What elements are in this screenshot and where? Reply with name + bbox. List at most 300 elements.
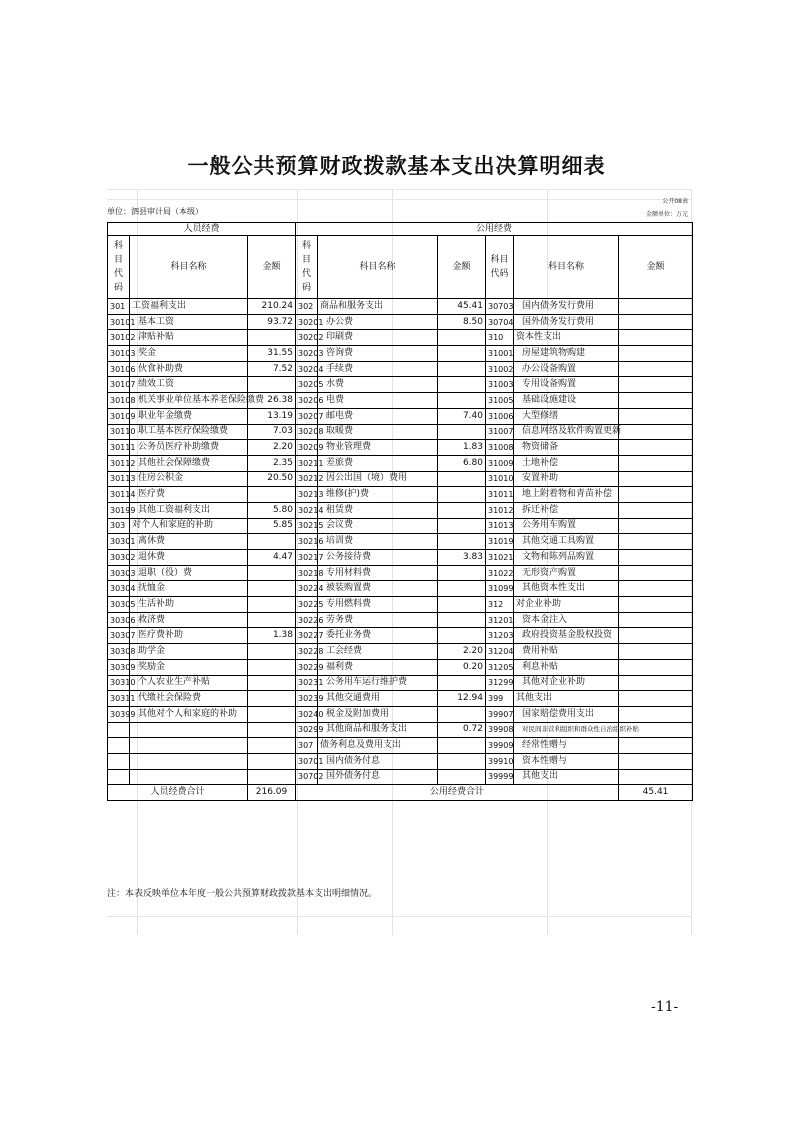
name-cell: 医疗费 [130, 487, 248, 503]
amount-cell: 13.19 [248, 408, 296, 424]
code-cell: 30301 [108, 534, 130, 550]
code-cell: 30217 [296, 550, 318, 566]
name-cell: 地上附着物和青苗补偿 [514, 487, 619, 503]
name-cell: 其他资本性支出 [514, 581, 619, 597]
code-cell: 30199 [108, 502, 130, 518]
amount-cell [438, 706, 486, 722]
amount-cell: 7.40 [438, 408, 486, 424]
code-cell: 30231 [296, 675, 318, 691]
amount-cell: 93.72 [248, 314, 296, 330]
amount-cell [248, 487, 296, 503]
name-cell: 伙食补助费 [130, 361, 248, 377]
money-unit: 金额单位：万元 [645, 211, 688, 218]
name-cell: 对企业补助 [514, 597, 619, 613]
name-cell [130, 722, 248, 738]
amount-cell [619, 597, 693, 613]
name-cell: 代缴社会保险费 [130, 691, 248, 707]
code-cell: 30303 [108, 565, 130, 581]
name-cell: 利息补贴 [514, 659, 619, 675]
name-cell: 专用材料费 [318, 565, 438, 581]
amount-cell [248, 691, 296, 707]
amount-cell [248, 597, 296, 613]
code-cell: 31022 [486, 565, 514, 581]
table-row [108, 738, 693, 754]
name-cell: 手续费 [318, 361, 438, 377]
name-cell: 文物和陈列品购置 [514, 550, 619, 566]
amount-cell [248, 675, 296, 691]
amount-cell [619, 314, 693, 330]
code-cell: 30112 [108, 455, 130, 471]
amount-cell [438, 769, 486, 785]
code-cell: 30109 [108, 408, 130, 424]
amount-cell: 2.35 [248, 455, 296, 471]
name-cell: 费用补贴 [514, 644, 619, 660]
name-cell: 因公出国（境）费用 [318, 471, 438, 487]
amount-cell [619, 424, 693, 440]
table-row [108, 753, 693, 769]
amount-cell [619, 440, 693, 456]
personnel-total-label: 人员经费合计 [108, 785, 248, 801]
name-cell [130, 738, 248, 754]
code-cell: 31299 [486, 675, 514, 691]
code-cell: 30224 [296, 581, 318, 597]
table-row [108, 534, 693, 550]
header-code: 科目代码 [486, 236, 514, 299]
code-cell: 30306 [108, 612, 130, 628]
name-cell: 劳务费 [318, 612, 438, 628]
name-cell: 退职（役）费 [130, 565, 248, 581]
code-cell: 30209 [296, 440, 318, 456]
amount-cell: 2.20 [438, 644, 486, 660]
name-cell: 离休费 [130, 534, 248, 550]
unit-label: 单位：泗县审计局（本级） [107, 207, 203, 216]
code-cell: 30102 [108, 330, 130, 346]
amount-cell: 7.52 [248, 361, 296, 377]
amount-cell: 1.38 [248, 628, 296, 644]
code-cell: 312 [486, 597, 514, 613]
name-cell: 取暖费 [318, 424, 438, 440]
code-cell: 31009 [486, 455, 514, 471]
amount-cell: 5.80 [248, 502, 296, 518]
header-code: 科目代码 [108, 236, 130, 299]
name-cell: 电费 [318, 393, 438, 409]
personnel-total-value: 216.09 [248, 785, 296, 801]
amount-cell [248, 581, 296, 597]
amount-cell [438, 738, 486, 754]
code-cell: 30207 [296, 408, 318, 424]
code-cell: 30311 [108, 691, 130, 707]
amount-cell [619, 628, 693, 644]
code-cell: 30399 [108, 706, 130, 722]
code-cell: 30201 [296, 314, 318, 330]
code-cell: 30212 [296, 471, 318, 487]
table-row [108, 440, 693, 456]
code-cell: 31005 [486, 393, 514, 409]
code-cell: 30111 [108, 440, 130, 456]
table-row [108, 518, 693, 534]
code-cell: 31011 [486, 487, 514, 503]
amount-cell [248, 612, 296, 628]
name-cell: 培训费 [318, 534, 438, 550]
code-cell: 30240 [296, 706, 318, 722]
amount-cell: 2.20 [248, 440, 296, 456]
table-row [108, 597, 693, 613]
form-number: 公开08表 [662, 198, 688, 205]
code-cell: 30299 [296, 722, 318, 738]
code-cell: 31205 [486, 659, 514, 675]
amount-cell [619, 408, 693, 424]
code-cell: 30703 [486, 299, 514, 315]
code-cell: 30103 [108, 346, 130, 362]
table-row [108, 377, 693, 393]
code-cell: 30225 [296, 597, 318, 613]
amount-cell: 6.80 [438, 455, 486, 471]
name-cell: 印刷费 [318, 330, 438, 346]
table-row [108, 455, 693, 471]
grid-line [107, 916, 692, 917]
code-cell: 30305 [108, 597, 130, 613]
code-cell: 30702 [296, 769, 318, 785]
code-cell [108, 769, 130, 785]
code-cell: 31007 [486, 424, 514, 440]
name-cell: 其他社会保障缴费 [130, 455, 248, 471]
code-cell: 30114 [108, 487, 130, 503]
code-cell: 39908 [486, 722, 514, 738]
name-cell: 对个人和家庭的补助 [130, 518, 248, 534]
name-cell: 其他对个人和家庭的补助 [130, 706, 248, 722]
table-row [108, 346, 693, 362]
table-row [108, 722, 693, 738]
amount-cell [619, 675, 693, 691]
amount-cell [438, 424, 486, 440]
amount-cell [619, 471, 693, 487]
name-cell: 机关事业单位基本养老保险缴费 [130, 393, 248, 409]
name-cell: 对民间非营利组织和群众性自治组织补贴 [514, 722, 619, 738]
name-cell: 工会经费 [318, 644, 438, 660]
code-cell: 30113 [108, 471, 130, 487]
header-amount: 金额 [248, 236, 296, 299]
section-public: 公用经费 [296, 223, 693, 236]
grid-line [107, 189, 692, 190]
name-cell: 退休费 [130, 550, 248, 566]
table-row [108, 330, 693, 346]
name-cell: 国家赔偿费用支出 [514, 706, 619, 722]
amount-cell [619, 706, 693, 722]
code-cell: 30204 [296, 361, 318, 377]
name-cell: 邮电费 [318, 408, 438, 424]
name-cell: 水费 [318, 377, 438, 393]
amount-cell: 8.50 [438, 314, 486, 330]
amount-cell [248, 722, 296, 738]
name-cell: 职工基本医疗保险缴费 [130, 424, 248, 440]
table-row [108, 769, 693, 785]
name-cell: 奖金 [130, 346, 248, 362]
table-row [108, 408, 693, 424]
spreadsheet-area [107, 189, 692, 935]
code-cell: 39999 [486, 769, 514, 785]
code-cell: 399 [486, 691, 514, 707]
amount-cell [619, 753, 693, 769]
code-cell: 39907 [486, 706, 514, 722]
amount-cell [619, 612, 693, 628]
amount-cell [619, 455, 693, 471]
code-cell: 30203 [296, 346, 318, 362]
code-cell: 30302 [108, 550, 130, 566]
name-cell: 大型修缮 [514, 408, 619, 424]
amount-cell [619, 502, 693, 518]
code-cell: 310 [486, 330, 514, 346]
name-cell: 资本性支出 [514, 330, 619, 346]
code-cell: 30309 [108, 659, 130, 675]
name-cell: 住房公积金 [130, 471, 248, 487]
table-row [108, 691, 693, 707]
amount-cell [438, 534, 486, 550]
name-cell [130, 769, 248, 785]
name-cell: 其他商品和服务支出 [318, 722, 438, 738]
amount-cell [438, 565, 486, 581]
name-cell: 其他交通费用 [318, 691, 438, 707]
table-row [108, 644, 693, 660]
code-cell: 30216 [296, 534, 318, 550]
code-cell: 302 [296, 299, 318, 315]
table-row [108, 659, 693, 675]
table-row [108, 361, 693, 377]
amount-cell [248, 738, 296, 754]
name-cell: 基本工资 [130, 314, 248, 330]
name-cell: 基础设施建设 [514, 393, 619, 409]
table-row [108, 314, 693, 330]
amount-cell [438, 361, 486, 377]
code-cell: 303 [108, 518, 130, 534]
name-cell: 医疗费补助 [130, 628, 248, 644]
header-amount: 金额 [619, 236, 693, 299]
page-number: -11- [651, 999, 679, 1015]
code-cell: 30229 [296, 659, 318, 675]
code-cell: 30215 [296, 518, 318, 534]
code-cell: 30208 [296, 424, 318, 440]
public-total-value: 45.41 [619, 785, 693, 801]
name-cell: 公务用车购置 [514, 518, 619, 534]
code-cell: 31008 [486, 440, 514, 456]
header-code: 科目代码 [296, 236, 318, 299]
code-cell [108, 753, 130, 769]
amount-cell [619, 534, 693, 550]
table-row [108, 299, 693, 315]
amount-cell [619, 769, 693, 785]
code-cell: 31006 [486, 408, 514, 424]
code-cell [108, 738, 130, 754]
amount-cell: 20.50 [248, 471, 296, 487]
code-cell: 31019 [486, 534, 514, 550]
amount-cell [619, 346, 693, 362]
amount-cell [619, 659, 693, 675]
name-cell: 其他支出 [514, 769, 619, 785]
amount-cell: 3.83 [438, 550, 486, 566]
name-cell: 被装购置费 [318, 581, 438, 597]
amount-cell [619, 581, 693, 597]
code-cell: 30307 [108, 628, 130, 644]
code-cell: 30228 [296, 644, 318, 660]
amount-cell [438, 346, 486, 362]
code-cell: 30106 [108, 361, 130, 377]
amount-cell [248, 706, 296, 722]
name-cell: 公务接待费 [318, 550, 438, 566]
table-row [108, 487, 693, 503]
header-name: 科目名称 [130, 236, 248, 299]
table-row [108, 675, 693, 691]
code-cell: 31010 [486, 471, 514, 487]
code-cell: 31201 [486, 612, 514, 628]
footnote: 注：本表反映单位本年度一般公共预算财政拨款基本支出明细情况。 [107, 889, 378, 899]
amount-cell [248, 330, 296, 346]
name-cell: 资本性赠与 [514, 753, 619, 769]
amount-cell [619, 738, 693, 754]
table-row [108, 471, 693, 487]
name-cell: 国内债务付息 [318, 753, 438, 769]
name-cell: 国外债务付息 [318, 769, 438, 785]
code-cell: 307 [296, 738, 318, 754]
name-cell: 国外债务发行费用 [514, 314, 619, 330]
code-cell: 31099 [486, 581, 514, 597]
name-cell: 绩效工资 [130, 377, 248, 393]
amount-cell [619, 330, 693, 346]
code-cell: 30310 [108, 675, 130, 691]
amount-cell: 45.41 [438, 299, 486, 315]
amount-cell [248, 753, 296, 769]
amount-cell [438, 393, 486, 409]
amount-cell [438, 487, 486, 503]
table-row [108, 565, 693, 581]
code-cell: 30226 [296, 612, 318, 628]
name-cell: 国内债务发行费用 [514, 299, 619, 315]
amount-cell [248, 659, 296, 675]
amount-cell [438, 597, 486, 613]
code-cell: 30205 [296, 377, 318, 393]
name-cell: 拆迁补偿 [514, 502, 619, 518]
name-cell: 公务员医疗补助缴费 [130, 440, 248, 456]
amount-cell: 210.24 [248, 299, 296, 315]
amount-cell: 0.72 [438, 722, 486, 738]
amount-cell [438, 330, 486, 346]
name-cell [130, 753, 248, 769]
name-cell: 土地补偿 [514, 455, 619, 471]
code-cell: 30211 [296, 455, 318, 471]
amount-cell [619, 377, 693, 393]
amount-cell [248, 534, 296, 550]
code-cell [108, 722, 130, 738]
amount-cell [248, 644, 296, 660]
code-cell: 30701 [296, 753, 318, 769]
table-row [108, 612, 693, 628]
code-cell: 31203 [486, 628, 514, 644]
amount-cell [619, 565, 693, 581]
amount-cell [248, 565, 296, 581]
code-cell: 31002 [486, 361, 514, 377]
code-cell: 30214 [296, 502, 318, 518]
amount-cell [619, 518, 693, 534]
code-cell: 31003 [486, 377, 514, 393]
name-cell: 办公设备购置 [514, 361, 619, 377]
code-cell: 30704 [486, 314, 514, 330]
amount-cell [438, 675, 486, 691]
name-cell: 专用燃料费 [318, 597, 438, 613]
header-amount: 金额 [438, 236, 486, 299]
name-cell: 商品和服务支出 [318, 299, 438, 315]
name-cell: 信息网络及软件购置更新 [514, 424, 619, 440]
name-cell: 维修(护)费 [318, 487, 438, 503]
code-cell: 30213 [296, 487, 318, 503]
code-cell: 30239 [296, 691, 318, 707]
name-cell: 抚恤金 [130, 581, 248, 597]
code-cell: 30101 [108, 314, 130, 330]
name-cell: 差旅费 [318, 455, 438, 471]
amount-cell [438, 471, 486, 487]
code-cell: 31013 [486, 518, 514, 534]
name-cell: 办公费 [318, 314, 438, 330]
code-cell: 31021 [486, 550, 514, 566]
code-cell: 30107 [108, 377, 130, 393]
amount-cell [438, 612, 486, 628]
code-cell: 30227 [296, 628, 318, 644]
name-cell: 个人农业生产补贴 [130, 675, 248, 691]
code-cell: 31204 [486, 644, 514, 660]
table-row [108, 424, 693, 440]
code-cell: 30304 [108, 581, 130, 597]
name-cell: 其他工资福利支出 [130, 502, 248, 518]
page-title: 一般公共预算财政拨款基本支出决算明细表 [187, 153, 606, 178]
name-cell: 租赁费 [318, 502, 438, 518]
name-cell: 经常性赠与 [514, 738, 619, 754]
name-cell: 委托业务费 [318, 628, 438, 644]
name-cell: 福利费 [318, 659, 438, 675]
amount-cell [438, 581, 486, 597]
amount-cell [248, 769, 296, 785]
name-cell: 咨询费 [318, 346, 438, 362]
amount-cell: 4.47 [248, 550, 296, 566]
grid-line [107, 199, 692, 200]
amount-cell: 5.85 [248, 518, 296, 534]
name-cell: 津贴补贴 [130, 330, 248, 346]
table-row [108, 628, 693, 644]
amount-cell [438, 502, 486, 518]
name-cell: 债务利息及费用支出 [318, 738, 438, 754]
section-personnel: 人员经费 [108, 223, 296, 236]
code-cell: 30110 [108, 424, 130, 440]
code-cell: 39909 [486, 738, 514, 754]
name-cell: 救济费 [130, 612, 248, 628]
amount-cell [619, 644, 693, 660]
code-cell: 301 [108, 299, 130, 315]
amount-cell: 31.55 [248, 346, 296, 362]
name-cell: 其他对企业补助 [514, 675, 619, 691]
header-name: 科目名称 [514, 236, 619, 299]
name-cell: 职业年金缴费 [130, 408, 248, 424]
code-cell: 31012 [486, 502, 514, 518]
name-cell: 奖励金 [130, 659, 248, 675]
code-cell: 30202 [296, 330, 318, 346]
table-row [108, 581, 693, 597]
name-cell: 工资福利支出 [130, 299, 248, 315]
code-cell: 30218 [296, 565, 318, 581]
code-cell: 30206 [296, 393, 318, 409]
code-cell: 31001 [486, 346, 514, 362]
expenditure-table [107, 222, 693, 801]
amount-cell [619, 550, 693, 566]
name-cell: 生活补助 [130, 597, 248, 613]
table-row [108, 706, 693, 722]
name-cell: 助学金 [130, 644, 248, 660]
name-cell: 房屋建筑物购建 [514, 346, 619, 362]
